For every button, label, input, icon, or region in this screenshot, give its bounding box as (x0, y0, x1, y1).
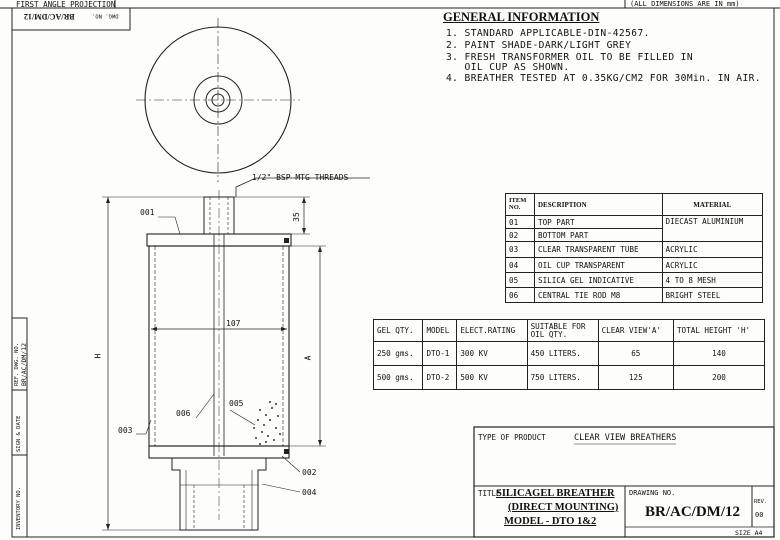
drawing-no-label: DRAWING NO. (629, 489, 676, 497)
table-row (506, 216, 763, 229)
parts-header-desc: DESCRIPTION (535, 194, 663, 216)
parts-cell-material: BRIGHT STEEL (662, 288, 762, 303)
table-row (506, 288, 763, 303)
parts-cell-no: 02 (506, 229, 535, 242)
models-cell: 500 KV (457, 366, 527, 390)
models-cell: 750 LITERS. (527, 366, 598, 390)
parts-cell-material: ACRYLIC (662, 242, 762, 258)
models-cell: 125 (598, 366, 673, 390)
parts-cell-no: 01 (506, 216, 535, 229)
parts-header-material: MATERIAL (662, 194, 762, 216)
sheet-size: SIZE A4 (735, 529, 763, 537)
title-line-2: (DIRECT MOUNTING) (508, 502, 619, 513)
parts-cell-no: 05 (506, 273, 535, 288)
projection-label: FIRST ANGLE PROJECTION (16, 0, 116, 9)
inventory-label: INVENTORY NO. (16, 486, 22, 530)
parts-cell-no: 03 (506, 242, 535, 258)
part-label-001: 001 (140, 208, 155, 217)
parts-cell-no: 06 (506, 288, 535, 303)
thread-note: 1/2" BSP MTG THREADS (252, 173, 349, 182)
models-cell: 500 gms. (374, 366, 423, 390)
models-header: GEL QTY. (374, 320, 423, 342)
part-label-004: 004 (302, 488, 317, 497)
parts-cell-desc: SILICA GEL INDICATIVE (535, 273, 663, 288)
dim-35: 35 (291, 212, 301, 222)
part-label-006: 006 (176, 409, 191, 418)
type-of-product-value: CLEAR VIEW BREATHERS (574, 433, 677, 443)
general-info-item: 4. BREATHER TESTED AT 0.35KG/CM2 FOR 30Min. IN AIR. (446, 73, 761, 84)
silica-gel-fill (253, 401, 281, 445)
parts-cell-desc: TOP PART (535, 216, 663, 229)
models-cell: DTO-1 (423, 342, 457, 366)
parts-cell-desc: BOTTOM PART (535, 229, 663, 242)
parts-table (505, 193, 763, 303)
models-cell: 300 KV (457, 342, 527, 366)
parts-cell-desc: OIL CUP TRANSPARENT (535, 258, 663, 273)
general-info-item: 2. PAINT SHADE-DARK/LIGHT GREY (446, 40, 632, 51)
general-info-item: OIL CUP AS SHOWN. (446, 62, 570, 73)
part-label-005: 005 (229, 399, 244, 408)
models-header: SUITABLE FOR OIL QTY. (527, 320, 598, 342)
table-row (506, 258, 763, 273)
models-table (373, 319, 765, 390)
parts-cell-material: 4 TO 8 MESH (662, 273, 762, 288)
dimensions-note: (ALL DIMENSIONS ARE IN mm) (630, 0, 740, 8)
parts-cell-material: DIECAST ALUMINIUM (662, 216, 762, 242)
part-label-002: 002 (302, 468, 317, 477)
sign-date-label: SIGN & DATE (16, 415, 22, 452)
models-cell: 250 gms. (374, 342, 423, 366)
parts-cell-material: ACRYLIC (662, 258, 762, 273)
top-dwg-no: BR/AC/DM/12 (24, 12, 75, 21)
drawing-no-value: BR/AC/DM/12 (645, 504, 740, 520)
models-header: MODEL (423, 320, 457, 342)
models-cell: 65 (598, 342, 673, 366)
models-cell: 140 (673, 342, 764, 366)
table-row (506, 242, 763, 258)
models-cell: 200 (673, 366, 764, 390)
table-row (374, 366, 765, 390)
title-label: TITLE (478, 489, 501, 498)
top-dwg-no-label: DWG. NO. (92, 12, 119, 19)
general-info-item: 1. STANDARD APPLICABLE-DIN-42567. (446, 28, 650, 39)
title-line-3: MODEL - DTO 1&2 (504, 516, 597, 527)
ref-dwg-label: REF. DWG. NO. (14, 342, 20, 386)
models-cell: DTO-2 (423, 366, 457, 390)
part-label-003: 003 (118, 426, 133, 435)
rev-value: 00 (755, 511, 764, 519)
dim-A: A (303, 355, 313, 361)
models-header: TOTAL HEIGHT 'H' (673, 320, 764, 342)
models-header: ELECT.RATING (457, 320, 527, 342)
table-row (506, 273, 763, 288)
models-cell: 450 LITERS. (527, 342, 598, 366)
general-info-item: 3. FRESH TRANSFORMER OIL TO BE FILLED IN (446, 52, 694, 63)
general-info-title: GENERAL INFORMATION (443, 10, 600, 24)
parts-header-item: ITEM NO. (506, 194, 535, 216)
parts-cell-desc: CLEAR TRANSPARENT TUBE (535, 242, 663, 258)
title-line-1: SILICAGEL BREATHER (496, 488, 615, 499)
type-of-product-label: TYPE OF PRODUCT (478, 433, 546, 442)
parts-cell-desc: CENTRAL TIE ROD M8 (535, 288, 663, 303)
dim-107: 107 (226, 319, 241, 328)
parts-cell-no: 04 (506, 258, 535, 273)
table-row (374, 342, 765, 366)
dim-H: H (93, 353, 103, 359)
rev-label: REV. (754, 499, 768, 505)
ref-dwg-value: BR/AC/DM/12 (20, 342, 28, 386)
models-header: CLEAR VIEW'A' (598, 320, 673, 342)
